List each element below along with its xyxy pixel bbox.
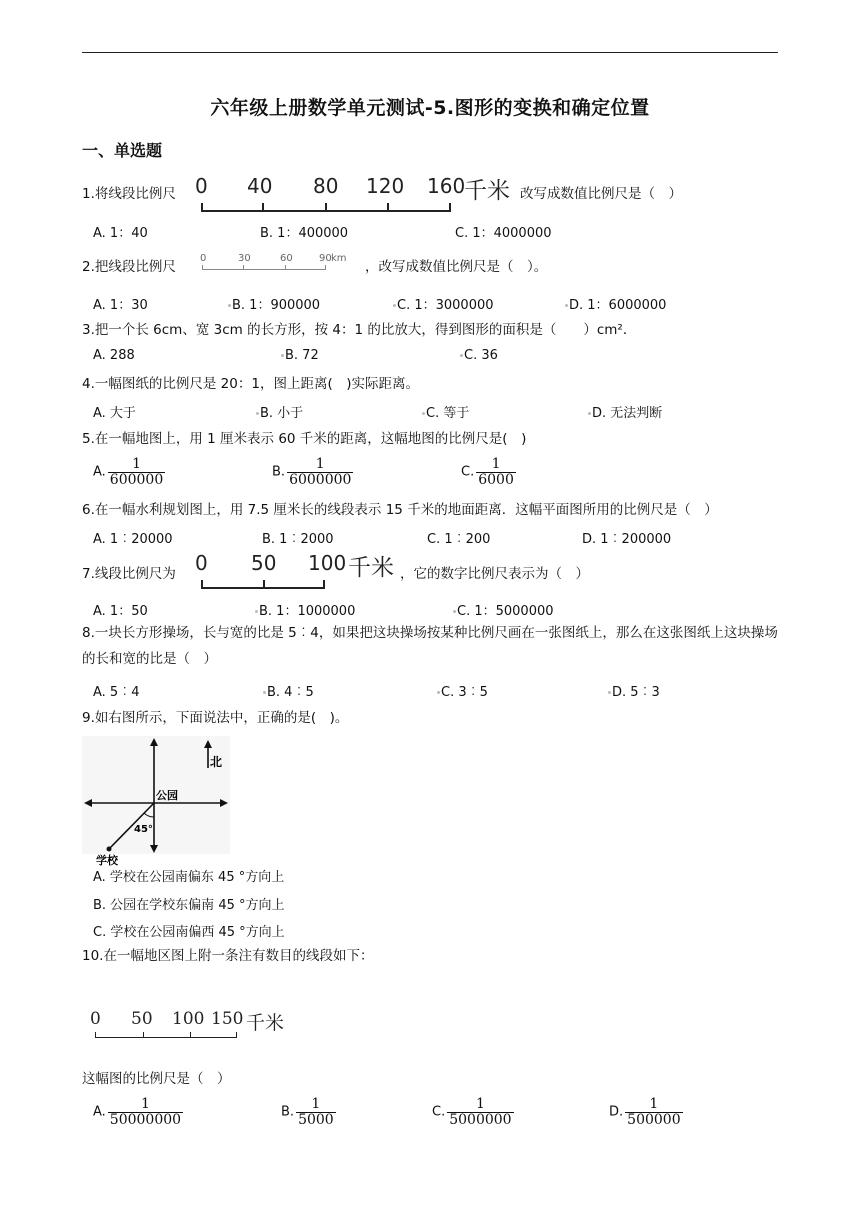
q8-option-c[interactable] (437, 681, 488, 700)
q8-option-a[interactable]: A. 5︰4 (93, 685, 140, 700)
q7-option-a[interactable]: A. 1：50 (93, 604, 148, 619)
q8-option-d-text: D. 5︰3 (612, 685, 660, 700)
scale-tick (202, 265, 203, 270)
section-heading: 一、单选题 (82, 141, 163, 160)
q9-option-a[interactable]: A. 学校在公园南偏东 45 °方向上 (93, 870, 285, 885)
q4-option-d-text: D. 无法判断 (592, 406, 663, 421)
bullet-dot-icon (281, 354, 284, 357)
option-letter: B. (281, 1104, 295, 1120)
fraction-denominator: 5000 (298, 1111, 334, 1128)
q10-option-a[interactable] (93, 1097, 183, 1127)
scale-tick (449, 203, 451, 212)
bullet-dot-icon (393, 304, 396, 307)
fraction-denominator: 50000000 (109, 1111, 182, 1128)
scale-tick (285, 265, 286, 270)
question-6: 6.在一幅水利规划图上，用 7.5 厘米长的线段表示 15 千米的地面距离．这幅平面图所用的比例尺是（ ） (82, 502, 718, 518)
option-letter: D. (609, 1104, 624, 1120)
scale-tick-label: 0 (195, 174, 208, 198)
scale-unit: km (331, 253, 347, 264)
fraction (625, 1097, 682, 1127)
scale-unit: 千米 (464, 178, 510, 204)
scale-tick-label: 100 (172, 1009, 205, 1029)
question-1-before: 1.将线段比例尺 (82, 186, 176, 202)
scale-line (95, 1037, 237, 1038)
fraction-numerator: 1 (315, 456, 325, 472)
fraction (287, 457, 353, 487)
fraction-denominator: 5000000 (449, 1111, 512, 1128)
option-letter: A. (93, 464, 106, 480)
scale-tick (387, 203, 389, 212)
q2-scale-bar (200, 253, 370, 275)
q8-option-c-text: C. 3︰5 (441, 685, 488, 700)
scale-tick-label: 100 (308, 551, 347, 575)
question-3: 3.把一个长 6cm、宽 3cm 的长方形，按 4：1 的比放大，得到图形的面积是（ ）cm²． (82, 322, 637, 338)
option-letter: C. (461, 464, 475, 480)
fraction-numerator: 1 (132, 456, 141, 472)
north-label: 北 (210, 755, 223, 769)
question-5: 5.在一幅地图上，用 1 厘米表示 60 千米的距离，这幅地图的比例尺是( ) (82, 431, 527, 447)
fraction (447, 1097, 513, 1127)
q2-option-b[interactable] (228, 294, 320, 313)
q2-option-b-text: B. 1：900000 (232, 298, 321, 313)
question-10-prompt: 这幅图的比例尺是（ ） (82, 1071, 231, 1087)
scale-tick-label: 60 (280, 253, 293, 264)
scale-tick-label: 120 (366, 174, 405, 198)
scale-tick-label: 40 (247, 174, 273, 198)
scale-tick (325, 265, 326, 270)
scale-tick (143, 1032, 144, 1038)
angle-label: 45° (134, 824, 153, 835)
scale-line (202, 269, 326, 270)
q6-option-d[interactable]: D. 1︰200000 (582, 532, 672, 547)
bullet-dot-icon (422, 412, 425, 415)
scale-tick-label: 0 (195, 551, 208, 575)
q9-option-c[interactable]: C. 学校在公园南偏西 45 °方向上 (93, 925, 285, 940)
fraction-denominator: 6000 (478, 471, 514, 488)
fraction-numerator: 1 (491, 456, 501, 472)
scale-tick (236, 1032, 237, 1038)
q8-option-b[interactable] (263, 681, 314, 700)
scale-tick-label: 80 (313, 174, 339, 198)
q3-option-c[interactable] (460, 348, 498, 363)
q8-option-d[interactable] (608, 681, 660, 700)
scale-tick-label: 160 (427, 174, 466, 198)
fraction (108, 457, 165, 487)
q2-option-d-text: D. 1：6000000 (569, 298, 667, 313)
scale-tick (201, 580, 203, 589)
scale-tick (190, 1032, 191, 1038)
question-7-after: ，它的数字比例尺表示为（ ） (400, 566, 589, 582)
bullet-dot-icon (588, 412, 591, 415)
bullet-dot-icon (453, 610, 456, 613)
bullet-dot-icon (565, 304, 568, 307)
scale-tick (263, 580, 265, 589)
bullet-dot-icon (228, 304, 231, 307)
scale-tick (325, 203, 327, 212)
q1-option-c[interactable]: C. 1：4000000 (455, 226, 552, 241)
scale-unit: 千米 (246, 1012, 285, 1034)
q6-option-c[interactable]: C. 1︰200 (427, 532, 491, 547)
scale-tick (323, 580, 325, 589)
q7-option-c-text: C. 1：5000000 (457, 604, 554, 619)
park-label: 公园 (156, 789, 178, 802)
question-8: 8.一块长方形操场，长与宽的比是 5︰4，如果把这块操场按某种比例尺画在一张图纸上，那么在这张图纸上这块操场的长和宽的比是（ ） (82, 625, 778, 668)
q5-option-a[interactable] (93, 457, 165, 487)
fraction-denominator: 600000 (109, 471, 164, 488)
q9-option-b[interactable]: B. 公园在学校东偏南 45 °方向上 (93, 898, 285, 913)
q5-option-c[interactable] (461, 457, 516, 487)
q3-option-b-text: B. 72 (285, 348, 319, 363)
question-7-before: 7.线段比例尺为 (82, 566, 176, 582)
scale-tick-label: 50 (251, 551, 277, 575)
fraction-denominator: 500000 (627, 1111, 681, 1128)
bullet-dot-icon (460, 354, 463, 357)
bullet-dot-icon (255, 610, 258, 613)
question-1-after: 改写成数值比例尺是（ ） (520, 186, 682, 202)
scale-tick-label: 90 (319, 253, 332, 264)
q3-option-a[interactable]: A. 288 (93, 348, 135, 363)
scale-tick (95, 1032, 96, 1038)
scale-tick-label: 150 (211, 1009, 244, 1029)
question-9: 9.如右图所示，下面说法中，正确的是( )。 (82, 710, 349, 726)
q5-option-b[interactable] (272, 457, 353, 487)
q4-option-c[interactable] (422, 402, 469, 421)
q1-scale-bar (195, 174, 515, 220)
school-label: 学校 (96, 854, 118, 867)
scale-tick-label: 30 (238, 253, 251, 264)
scale-unit: 千米 (348, 555, 394, 581)
fraction (108, 1097, 183, 1127)
q3-option-c-text: C. 36 (464, 348, 498, 363)
header-rule (82, 52, 778, 53)
option-letter: B. (272, 464, 286, 480)
q6-option-b[interactable]: B. 1︰2000 (262, 532, 334, 547)
q7-scale-bar (195, 551, 410, 595)
q7-option-b-text: B. 1：1000000 (259, 604, 356, 619)
q10-scale-bar (90, 1009, 300, 1045)
question-10: 10.在一幅地区图上附一条注有数目的线段如下： (82, 948, 374, 964)
q4-option-d[interactable] (588, 402, 662, 421)
scale-tick (201, 203, 203, 212)
scale-tick-label: 50 (131, 1009, 153, 1029)
page-title: 六年级上册数学单元测试-5.图形的变换和确定位置 (210, 97, 650, 119)
q4-option-b-text: B. 小于 (260, 406, 304, 421)
scale-tick (243, 265, 244, 270)
q2-option-c[interactable] (393, 294, 494, 313)
bullet-dot-icon (437, 691, 440, 694)
direction-figure (82, 736, 230, 867)
fraction (296, 1097, 336, 1127)
q2-option-a[interactable]: A. 1：30 (93, 298, 148, 313)
q1-option-a[interactable]: A. 1：40 (93, 226, 148, 241)
fraction-numerator: 1 (649, 1096, 659, 1112)
fraction-numerator: 1 (475, 1096, 485, 1112)
bullet-dot-icon (263, 691, 266, 694)
q2-option-c-text: C. 1：3000000 (397, 298, 494, 313)
scale-tick-label: 0 (200, 253, 207, 264)
q4-option-a[interactable]: A. 大于 (93, 406, 136, 421)
q1-option-b[interactable]: B. 1：400000 (260, 226, 349, 241)
q8-option-b-text: B. 4︰5 (267, 685, 314, 700)
fraction-numerator: 1 (311, 1096, 321, 1112)
fraction-numerator: 1 (140, 1096, 150, 1112)
option-letter: C. (432, 1104, 446, 1120)
question-2-before: 2.把线段比例尺 (82, 259, 176, 275)
q3-option-b[interactable] (281, 348, 319, 363)
fraction (476, 457, 516, 487)
q2-option-d[interactable] (565, 294, 666, 313)
scale-tick (262, 203, 264, 212)
question-2-after: ，改写成数值比例尺是（ ）。 (365, 259, 548, 275)
q7-option-b[interactable] (255, 600, 355, 619)
q10-option-c[interactable] (432, 1097, 514, 1127)
scale-tick-label: 0 (90, 1009, 101, 1029)
q10-option-b[interactable] (281, 1097, 336, 1127)
bullet-dot-icon (608, 691, 611, 694)
q6-option-a[interactable]: A. 1︰20000 (93, 532, 173, 547)
question-4: 4.一幅图纸的比例尺是 20：1，图上距离( )实际距离。 (82, 376, 419, 392)
q7-option-c[interactable] (453, 600, 554, 619)
option-letter: A. (93, 1104, 106, 1120)
fraction-denominator: 6000000 (289, 471, 352, 488)
bullet-dot-icon (256, 412, 259, 415)
q10-option-d[interactable] (609, 1097, 683, 1127)
q4-option-b[interactable] (256, 402, 303, 421)
q4-option-c-text: C. 等于 (426, 406, 470, 421)
